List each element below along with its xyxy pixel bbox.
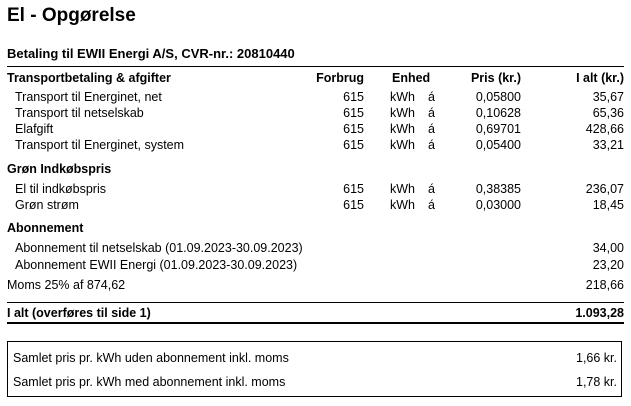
row-qty: 615 <box>343 182 364 196</box>
row-price: 0,69701 <box>475 122 521 136</box>
table-row <box>0 121 631 137</box>
summary-value: 1,78 kr. <box>576 375 617 389</box>
row-price: 0,38385 <box>475 182 521 196</box>
header-unit: Enhed <box>392 71 431 85</box>
row-a: á <box>428 138 435 152</box>
row-qty: 615 <box>343 122 364 136</box>
row-qty: 615 <box>343 90 364 104</box>
row-price: 0,05400 <box>475 138 521 152</box>
table-row <box>0 181 631 197</box>
row-label: El til indkøbspris <box>15 182 106 196</box>
row-total: 18,45 <box>592 198 624 212</box>
row-price: 0,10628 <box>475 106 521 120</box>
section-heading-green <box>0 161 631 177</box>
row-unit: kWh <box>390 106 415 120</box>
row-total: 35,67 <box>592 90 624 104</box>
header-label: Transportbetaling & afgifter <box>7 71 171 85</box>
total-top-rule <box>7 302 624 303</box>
row-a: á <box>428 106 435 120</box>
section-heading-subscription <box>0 220 631 236</box>
row-label: Abonnement til netselskab (01.09.2023-30.09.2023) <box>15 241 303 255</box>
summary-row <box>8 374 621 390</box>
grand-total-value: 1.093,28 <box>575 306 624 320</box>
vat-row <box>0 277 631 293</box>
row-unit: kWh <box>390 182 415 196</box>
section-label: Grøn Indkøbspris <box>7 162 112 176</box>
table-row <box>0 105 631 121</box>
table-row <box>0 240 631 256</box>
summary-value: 1,66 kr. <box>576 351 617 365</box>
grand-total-label: I alt (overføres til side 1) <box>7 306 151 320</box>
row-total: 23,20 <box>592 258 624 272</box>
summary-box <box>7 341 622 397</box>
total-bottom-rule <box>7 322 624 324</box>
section-label: Abonnement <box>7 221 84 235</box>
table-row <box>0 89 631 105</box>
row-price: 0,03000 <box>475 198 521 212</box>
row-a: á <box>428 182 435 196</box>
top-rule <box>7 66 624 67</box>
row-qty: 615 <box>343 198 364 212</box>
header-qty: Forbrug <box>316 71 364 85</box>
row-price: 0,05800 <box>475 90 521 104</box>
row-qty: 615 <box>343 138 364 152</box>
row-total: 236,07 <box>585 182 624 196</box>
row-a: á <box>428 90 435 104</box>
table-row <box>0 257 631 273</box>
column-header <box>0 70 631 86</box>
summary-label: Samlet pris pr. kWh uden abonnement inkl. moms <box>13 351 289 365</box>
page-title: El - Opgørelse <box>7 5 136 26</box>
row-label: Transport til Energinet, net <box>15 90 162 104</box>
row-unit: kWh <box>390 90 415 104</box>
row-total: 428,66 <box>585 122 624 136</box>
vat-total: 218,66 <box>585 278 624 292</box>
row-label: Transport til Energinet, system <box>15 138 185 152</box>
summary-label: Samlet pris pr. kWh med abonnement inkl. moms <box>13 375 286 389</box>
row-qty: 615 <box>343 106 364 120</box>
table-row <box>0 197 631 213</box>
row-label: Grøn strøm <box>15 198 79 212</box>
row-unit: kWh <box>390 198 415 212</box>
vat-label: Moms 25% af 874,62 <box>7 278 126 292</box>
row-unit: kWh <box>390 122 415 136</box>
row-label: Transport til netselskab <box>15 106 144 120</box>
row-total: 33,21 <box>592 138 624 152</box>
row-a: á <box>428 122 435 136</box>
row-unit: kWh <box>390 138 415 152</box>
row-total: 65,36 <box>592 106 624 120</box>
grand-total-row <box>0 305 631 321</box>
row-label: Abonnement EWII Energi (01.09.2023-30.09.2023) <box>15 258 298 272</box>
row-label: Elafgift <box>15 122 54 136</box>
payee-line: Betaling til EWII Energi A/S, CVR-nr.: 20810440 <box>7 46 295 61</box>
header-price: Pris (kr.) <box>470 71 521 85</box>
header-total: I alt (kr.) <box>576 71 624 85</box>
summary-row <box>8 350 621 366</box>
row-total: 34,00 <box>592 241 624 255</box>
table-row <box>0 137 631 153</box>
row-a: á <box>428 198 435 212</box>
